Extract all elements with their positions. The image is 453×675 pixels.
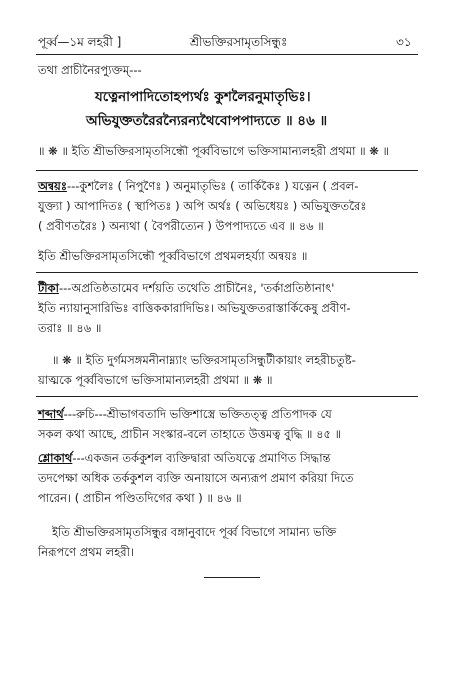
anvaya-line-1 bbox=[38, 176, 358, 196]
anvaya-line-3: ( প্রবীণতরৈঃ ) অন্যথা ( বৈপরীত্যেন ) উপপাদ্যতে এব ॥ ৪৬ ॥ bbox=[38, 219, 324, 233]
anvaya-colophon: ইতি শ্রীভক্তিরসামৃতসিন্ধৌ পূর্ব্ববিভাগে প্রথমলহর্য্যা অন্বয়ঃ ॥ bbox=[38, 249, 308, 263]
intro-text: তথা প্রাচীনৈরপ্যুক্তম্‌--- bbox=[38, 63, 142, 77]
anvaya-text-1: ---কুশলৈঃ ( নিপুণৈঃ ) অনুমাতৃভিঃ ( তার্কিকৈঃ ) যত্নেন ( প্রবল- bbox=[66, 179, 359, 193]
shlokartha-label: শ্লোকার্থ bbox=[38, 451, 73, 465]
shabdartha-label: শব্দার্থ bbox=[38, 407, 64, 421]
section-rule-2 bbox=[36, 272, 418, 273]
closing-rule bbox=[204, 577, 260, 578]
verse-line-1: যত্নেনাপাদিতোহপ্যর্থঃ কুশলৈরনুমাতৃভিঃ। bbox=[95, 89, 311, 105]
header-book-title: শ্রীভক্তিরসামৃতসিন্ধুঃ bbox=[190, 35, 288, 49]
shlokartha-line-2: তদপেক্ষা অধিক তর্ককুশল ব্যক্তি অনায়াসে অন্যরূপ প্রমাণ করিয়া দিতে bbox=[38, 471, 354, 485]
header-section-label: পূর্ব্ব—১ম লহরী ] bbox=[38, 35, 122, 49]
final-colophon-line-1: ইতি শ্রীভক্তিরসামৃতসিন্ধুর বঙ্গানুবাদে পূর্ব্ব বিভাগে সামান্য ভক্তি bbox=[52, 525, 337, 539]
anvaya-label: অন্বয়ঃ bbox=[38, 179, 67, 193]
shlokartha-line-1 bbox=[38, 448, 330, 468]
shabdartha-text-1: ---রুচি---শ্রীভাগবতাদি ভক্তিশাস্ত্রে ভক্তিতত্ত্ব প্রতিপাদক যে bbox=[63, 407, 332, 421]
tika-line-1 bbox=[38, 278, 334, 298]
shabdartha-line-1 bbox=[38, 404, 332, 424]
shlokartha-line-3: পারেন। ( প্রাচীন পণ্ডিতদিগের কথা ) ॥ ৪৬ ॥ bbox=[38, 491, 242, 505]
header-rule bbox=[36, 54, 418, 55]
tika-line-2: ইতি ন্যায়ানুসারিভিঃ বাত্তিককারাদিভিঃ। অভিযুক্ততরাস্তার্কিকেষু প্রবীণ- bbox=[38, 301, 351, 315]
colophon-tika-line-2: য়াত্মকে পূর্ব্ববিভাগে ভক্তিসামান্যলহরী প্রথমা ॥ ❋ ॥ bbox=[38, 373, 273, 387]
shlokartha-text-1: ---একজন তর্ককুশল ব্যক্তিদ্বারা অতিযত্নে প্রমাণিত সিদ্ধান্ত bbox=[72, 451, 331, 465]
tika-line-3: তরাঃ ॥ ৪৬ ॥ bbox=[38, 321, 102, 335]
tika-label: টীকা bbox=[38, 281, 59, 295]
verse-line-2: অভিযুক্ততরৈরন্যৈরন্যথৈবোপপাদ্যতে ॥ ৪৬ ॥ bbox=[86, 113, 328, 129]
anvaya-line-2: যুক্ত্যা ) আপাদিতঃ ( স্থাপিতঃ ) অপি অর্থঃ ( অভিধেয়ঃ ) অভিযুক্ততরৈঃ bbox=[38, 199, 367, 213]
colophon-lahari-1: ॥ ❋ ॥ ইতি শ্রীভক্তিরসামৃতসিন্ধৌ পূর্ব্ববিভাগে ভক্তিসামান্যলহরী প্রথমা ॥ ❋ ॥ bbox=[38, 144, 390, 158]
page-number: ৩১ bbox=[396, 35, 412, 49]
section-rule-1 bbox=[36, 170, 418, 171]
shabdartha-line-2: সকল কথা আছে, প্রাচীন সংস্কার-বলে তাহাতে উত্তমত্ব বুদ্ধি ॥ ৪৫ ॥ bbox=[38, 427, 342, 441]
section-rule-3 bbox=[36, 396, 418, 397]
final-colophon-line-2: নিরূপণে প্রথম লহরী। bbox=[38, 545, 134, 559]
tika-text-1: ---অপ্রতিষ্ঠতামেব দর্শয়তি তথেতি প্রাচীনৈঃ, 'তর্কাপ্রতিষ্ঠানাৎ' bbox=[58, 281, 335, 295]
colophon-tika-line-1: ॥ ❋ ॥ ইতি দুর্গমসঙ্গমনীনাম্ন্যাং ভক্তিরসামৃতসিন্ধুটীকায়াং লহরীচতুষ্ট- bbox=[52, 353, 356, 367]
